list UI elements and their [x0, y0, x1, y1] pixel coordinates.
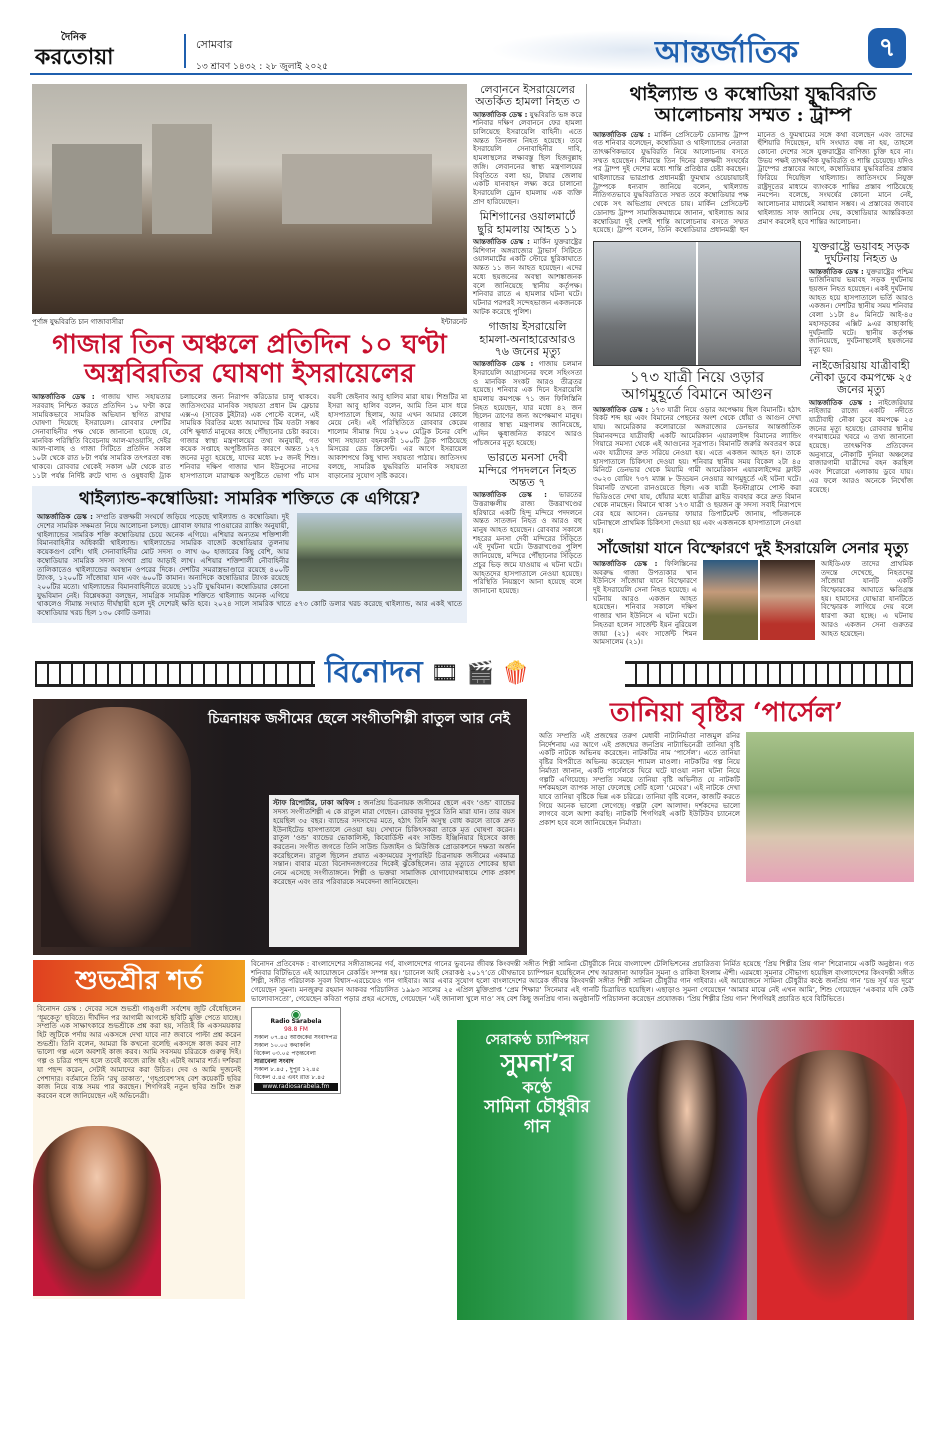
headline-line: থাইল্যান্ড ও কম্বোডিয়া যুদ্ধবিরতি: [629, 83, 877, 105]
masthead-date: [196, 36, 328, 74]
dateline: আন্তর্জাতিক ডেস্ক :: [593, 405, 649, 414]
headline-line: গান: [523, 1117, 551, 1138]
binodon-title: বিনোদন: [325, 655, 423, 691]
michigan-story: [473, 211, 582, 316]
tania-feature: [539, 699, 914, 886]
entertainment-row-2: [33, 960, 945, 1320]
dateline: আন্তর্জাতিক ডেস্ক :: [32, 393, 95, 402]
article-text: ১৭৩ যাত্রী নিয়ে ওড়ার অপেক্ষায় ছিল বিমানটি। হঠাৎ বিকট শব্দ হয় এবং বিমানের পেছনের অংশ থেকে ধোঁয়া ও আগুন দেখা যায়। আমেরিকার কলোরাডো অঙ্গরাজ্যের ডেনভার আন্তর্জাতিক বিমানবন্দরে যাত্রীবাহী একটি আমেরিকান এয়ারলাইন্স বিমানের ল্যান্ডিং গিয়ারে সমস্যা থেকে এই আগুনের সূত্রপাত। বিমানটি জরুরি অবতরণ করে এবং যাত্রীদের দ্রুত সরিয়ে নেওয়া হয়। এতে একজন আহত হন। তাকে হাসপাতালে চিকিৎসা দেওয়া হয়। শনিবার স্থানীয় সময় বিকেল ২টা ৪৫ মিনিটে ডেনভার থেকে মিয়ামি গামী আমেরিকান এয়ারলাইন্সের ফ্লাইট ৩০২৩ বোয়িং ৭৩৭ ম্যাক্স ৮ উড্ডয়ন নেওয়ার আগমুহূর্তে এই ঘটনা ঘটে। বিমানটি তখনো রানওয়েতে ছিল। এক যাত্রী ইনস্টাগ্রামে পোস্ট করা ভিডিওতে দেখা যায়, ধোঁয়ার মধ্যে যাত্রীরা স্লাইড ব্যবহার করে দ্রুত বিমান থেকে নামছেন। বিমানে থাকা ১৭৩ যাত্রী ও ছয়জন ক্রু সদস্য সবাই নিরাপদে বের হয়ে আসেন। ডেনভার ফায়ার ডিপার্টমেন্ট জানায়, পাঁচজনকে ঘটনাস্থলে প্রাথমিক চিকিৎসা দেওয়া হয় এবং একজনকে হাসপাতালে নেওয়া হয়।: [593, 405, 801, 536]
headline-line: অস্ত্রবিরতির ঘোষণা ইসরায়েলের: [84, 359, 415, 390]
shuvoshree-article: [37, 1005, 241, 1101]
headline-line: গাজার তিন অঞ্চলে প্রতিদিন ১০ ঘণ্টা: [52, 330, 447, 360]
india-story: [473, 452, 582, 595]
ratul-article: [269, 795, 519, 947]
top-section: [32, 84, 945, 647]
news-times: সকাল ৮.৪৫ , দুপুর ১২.৪৫: [254, 1066, 320, 1074]
photo-caption: পূর্ণাঙ্গ যুদ্ধবিরতি চান গাজাবাসীরা: [32, 318, 124, 326]
article-text: যুদ্ধবিরতি ভঙ্গ করে শনিবার দক্ষিণ লেবাননে ফের হামলা চালিয়েছে ইসরায়েলি বাহিনী। এতে অন্তত তিনজন নিহত হয়েছে। তবে ইসরায়েলি সেনাবাহিনীর দাবি, হামলাস্থলের লক্ষ্যবস্তু ছিল হিজবুল্লাহ জঙ্গি। লেবাননের স্বাস্থ্য মন্ত্রণালয়ের বিবৃতিতে বলা হয়, টায়ার জেলায় একটি যানবাহন লক্ষ্য করে চালানো ইসরায়েলি ড্রোন হামলায় এক ব্যক্তি প্রাণ হারিয়েছেন।: [473, 110, 582, 206]
india-article: [473, 491, 582, 595]
michigan-headline: মিশিগানের ওয়ালমার্টে ছুরি হামলায় আহত ১১: [477, 210, 578, 236]
article-text: নাইজেরিয়ার নাইজার রাজ্যে একটি নদীতে যাত্রীবাহী নৌকা ডুবে কমপক্ষে ২৫ জনের মৃত্যু হয়েছে। রোববার স্থানীয় গণমাধ্যমের খবরে এ তথ্য জানানো হয়েছে। তাৎক্ষণিক প্রতিবেদন অনুসারে, নৌকাটি দুনিয়া অঞ্চলের বাজারগামী যাত্রীদের বহন করছিল এবং শিরোরো এলাকায় ডুবে যায়। এর ফলে আরও অনেকে নিখোঁজ রয়েছে।: [809, 398, 913, 494]
article-text: গাজায় চলমান ইসরায়েলি আগ্রাসনের ফলে সহিংসতা ও মানবিক সংকট আরও তীব্রতর হয়েছে। শনিবার এক দিনে ইসরায়েলি হামলায় কমপক্ষে ৭১ জন ফিলিস্তিনি নিহত হয়েছেন, যার মধ্যে ৪২ জন ছিলেন ত্রাণের জন্য অপেক্ষমাণ মানুষ। গাজার স্বাস্থ্য মন্ত্রণালয় জানিয়েছে, এদিন ক্ষুধাজনিত কারণে আরও পাঁচজনের মৃত্যু হয়েছে।: [473, 360, 582, 447]
nigeria-headline: নাইজেরিয়ায় যাত্রীবাহী নৌকা ডুবে কমপক্ষে ২৫ জনের মৃত্যু: [809, 358, 913, 397]
trump-article: [593, 131, 913, 235]
dateline: আন্তর্জাতিক ডেস্ক :: [37, 513, 93, 522]
masthead: [0, 0, 945, 76]
thai-military-headline: থাইল্যান্ড-কম্বোডিয়া: সামরিক শক্তিতে কে এগিয়ে?: [78, 489, 421, 510]
dateline: আন্তর্জাতিক ডেস্ক :: [593, 559, 658, 568]
schedule-show: পড়ন্তবেলা: [291, 1050, 316, 1058]
article-text: সম্প্রতি রক্তক্ষয়ী সংঘর্ষে জড়িয়ে পড়েছে থাইল্যান্ড ও কম্বোডিয়া। দুই দেশের সামরিক সক্ষমতা নিয়ে আলোচনা চলছে। গ্লোবাল ফায়ার পাওয়ারের র‍্যাঙ্কিং অনুযায়ী, থাইল্যান্ডের সামরিক শক্তি কম্বোডিয়ার চেয়ে অনেক এগিয়ে। এশিয়ার অন্যতম শক্তিশালী বিমানবাহিনীর অধিকারী থাইল্যান্ড। থাইল্যান্ডের সামরিক বাজেট কম্বোডিয়ার তুলনায় কয়েকগুণ বেশি। থাই সেনাবাহিনীর মোট সদস্য ৩ লাখ ৬০ হাজারের কিছু বেশি, আর কম্বোডিয়ার সামরিক সদস্য সংখ্যা প্রায় আড়াই লাখ। এশিয়ার শক্তিশালী নৌবাহিনীর তালিকাতেও থাইল্যান্ডের অবস্থান ওপরের দিকে। দেশটির সমরাস্ত্রভাণ্ডারে রয়েছে ৪০০টি ট্যাংক, ১২০০টি সাঁজোয়া যান এবং ৬০০টি কামান। অন্যদিকে কম্বোডিয়ার ট্যাংক রয়েছে ২০০টির মতো। থাইল্যান্ডের বিমানবাহিনীতে রয়েছে ১১২টি যুদ্ধবিমান। কম্বোডিয়ার কোনো যুদ্ধবিমান নেই। বিশ্লেষকরা বলছেন, সামগ্রিক সামরিক শক্তিতে থাইল্যান্ড অনেক এগিয়ে থাকলেও সীমান্ত সংঘাত দীর্ঘস্থায়ী হলে দুই দেশেরই ক্ষতি হবে। ২০২৪ সালে সামরিক খাতে ৫৭৩ কোটি ডলার খরচ করেছে থাইল্যান্ড, আর একই খাতে কম্বোডিয়ার খরচ ছিল ১৩০ কোটি ডলার।: [37, 513, 462, 618]
ratul-feature: [33, 699, 527, 955]
article-text: অতি সম্প্রতি এই প্রজন্মের তরুণ মেধাবী নাট্যনির্মাতা নাজমুল রনির নির্দেশনায় এর আগে এই প্রজন্মের জনপ্রিয় নাট্যাভিনেত্রী তানিয়া বৃষ্টি একটি নাটকে অভিনয় করেছেন। নাটকটির নাম ‘পার্সেল’। এতে তানিয়া বৃষ্টির বিপরীতে অভিনয় করেছেন শ্যামল মাওলা। নাটকটির গল্প নিয়ে নির্মাতা জানান, একটি পার্সেলকে ঘিরে ঘটে যাওয়া নানা ঘটনা নিয়ে গল্পটি এগিয়েছে। সম্প্রতি সময়ে তানিয়া বৃষ্টি অভিনীত যে নাটকটি দর্শকমহলে ব্যাপক সাড়া ফেলেছে সেটি হলো ‘মেঘের’। এই নাটকে দেখা যাবে তানিয়া বৃষ্টিকে ভিন্ন এক চরিত্রে। তানিয়া বৃষ্টি বলেন, কাজটি করতে গিয়ে অনেক ভালো লেগেছে। গল্পটা বেশ আলাদা। দর্শকদের ভালো লাগবে বলে আশা করছি। নাটকটি শিগগিরই একটি ইউটিউব চ্যানেলে প্রকাশ হবে বলে জানিয়েছেন নির্মাতা।: [539, 732, 740, 828]
radio-logo-icon: ◉: [290, 1007, 302, 1022]
dateline: আন্তর্জাতিক ডেস্ক :: [473, 360, 534, 369]
nigeria-article: [809, 399, 913, 495]
dateline: আন্তর্জাতিক ডেস্ক :: [593, 130, 651, 139]
masthead-logo: [35, 30, 114, 69]
schedule-show: কথাকলি: [289, 1042, 310, 1050]
soldier-photo-1: [703, 560, 758, 640]
schedule-time: সকাল ০৭.৪৫: [254, 1034, 288, 1042]
thai-military-box: [32, 486, 467, 622]
schedule-show: আজকের সংবাদপত্র: [289, 1034, 338, 1042]
photo-credit: ইন্টারনেট: [441, 318, 467, 326]
sumona-samina-photo: [457, 1020, 914, 1320]
headline-line: সুমনা’র: [500, 1048, 574, 1077]
entertainment-row-1: [33, 699, 945, 955]
india-headline: ভারতে মনসা দেবী মন্দিরে পদদলনে নিহত অন্তত ৭: [478, 451, 577, 489]
plane-fire-photo: [593, 241, 801, 366]
article-text: জনপ্রিয় চিত্রনায়ক জসীমের ছেলে এবং ‘ওন্ড’ ব্যান্ডের সদস্য সংগীতশিল্পী এ কে রাতুল মারা গেছেন। রোববার দুপুরে তিনি মারা যান। তার বয়স হয়েছিল ৩৫ বছর। ব্যান্ডের সদস্যদের মতে, হঠাৎ তিনি অসুস্থ বোধ করলে তাকে দ্রুত ইউনাইটেড হাসপাতালে নেওয়া হয়। সেখানে চিকিৎসকরা তাকে মৃত ঘোষণা করেন। রাতুল ‘ওন্ড’ ব্যান্ডের ভোকালিস্ট, কিবোর্ডিস্ট এবং সাউন্ড ইঞ্জিনিয়ার হিসেবে কাজ করতেন। সংগীত জগতে তিনি সাউন্ড ডিজাইন ও মিউজিক প্রোডাকশনে দক্ষতা অর্জন করেছিলেন। রাতুল ছিলেন প্রয়াত একসময়ের সুপারহিট চিত্রনায়ক জসীমের একমাত্র সন্তান। বাবার মতো বিনোদনজগতের দিকেই ঝুঁকেছিলেন। তার মৃত্যুতে শোকের ছায়া নেমে এসেছে সংগীতাঙ্গনে। শিল্পী ও ভক্তরা সামাজিক যোগাযোগমাধ্যমে শোক প্রকাশ করেছেন এবং তার পরিবারকে সমবেদনা জানিয়েছেন।: [273, 799, 515, 886]
clapperboard-icon: 🎬: [466, 661, 494, 687]
radio-sarabela-ad: [251, 1007, 341, 1094]
left-column: [32, 84, 467, 623]
banner-title-area: [315, 653, 625, 695]
day-label: সোমবার: [196, 38, 233, 51]
sumona-article: [251, 960, 914, 1004]
radio-url-link[interactable]: www.radiosarabela.fm: [254, 1083, 338, 1091]
middle-column: [473, 84, 587, 601]
headline-line: কণ্ঠে: [522, 1077, 552, 1097]
tania-headline: তানিয়া বৃষ্টির ‘পার্সেল’: [609, 697, 844, 728]
section-title: আন্তর্জাতিক: [655, 35, 799, 70]
sumona-feature: [251, 960, 914, 1320]
lebanon-article: [473, 111, 582, 207]
lebanon-story: [473, 84, 582, 206]
binodon-banner: [35, 653, 913, 695]
headline-line: সামিনা চৌধুরীর: [484, 1096, 590, 1117]
plane-article: [593, 406, 801, 537]
date-label: ১৩ শ্রাবণ ১৪৩২ : ২৮ জুলাই ২০২৫: [196, 62, 329, 72]
us-road-headline: যুক্তরাষ্ট্রে ভয়াবহ সড়ক দুর্ঘটনায় নিহত ৬: [812, 239, 910, 266]
headline-line: সেরাকণ্ঠ চ্যাম্পিয়ন: [485, 1031, 589, 1048]
gaza-hunger-headline: গাজায় ইসরায়েলি হামলা-অনাহারেআরও ৭৬ জনের মৃত্যু: [479, 320, 576, 358]
right-area: [593, 84, 913, 647]
soldiers-story: [593, 560, 913, 647]
lebanon-headline: লেবাননে ইসরায়েলের অতর্কিত হামলা নিহত ৩: [475, 83, 580, 109]
headline-line: আগমুহূর্তে বিমানে আগুন: [621, 384, 773, 403]
dateline: আন্তর্জাতিক ডেস্ক :: [473, 110, 528, 119]
article-text: বিনোদন ডেস্ক : দেবের সঙ্গে শুভশ্রী গাঙ্গুলী সর্বশেষ জুটি বেঁধেছিলেন ‘ধূমকেতু’ ছবিতে। দীর্ঘদিন পর আগামী আগস্টে ছবিটি মুক্তি পেতে যাচ্ছে। সম্প্রতি এক সাক্ষাৎকারে শুভশ্রীকে প্রশ্ন করা হয়, সত্যিই কি একসময়কার হিট জুটিকে পর্দায় আর একসঙ্গে দেখা যাবে না? জবাবে পাল্টা প্রশ্ন করেন শুভশ্রী। তিনি বলেন, আমরা কি কখনো বলেছি একসঙ্গে কাজ করব না? ভালো গল্প এলে অবশ্যই কাজ করব। আমি সবসময় চরিত্রকে গুরুত্ব দিই। গল্প ও চরিত্র পছন্দ হলে তবেই কাজে রাজি হই। এটাই আমার শর্ত। দর্শকরা যা পছন্দ করেন, সেটাই আমাদের করা উচিত। দেব ও আমি দুজনেই পেশাদার। বর্তমানে তিনি ‘রঘু ডাকাত’, ‘গৃহপ্রবেশ’সহ বেশ কয়েকটি ছবির কাজ নিয়ে ব্যস্ত সময় পার করছেন। শিগগিরই নতুন ছবির শুটিং শুরু করবেন বলে জানিয়েছেন এই অভিনেত্রী।: [37, 1004, 241, 1100]
shuvoshree-photo: [33, 1126, 161, 1296]
radio-schedule: [254, 1034, 338, 1058]
right-column: [809, 241, 913, 499]
plane-headline: [593, 369, 801, 403]
soldiers-article-right: [821, 560, 913, 638]
soldiers-article: [593, 560, 697, 647]
ratul-photo: [41, 707, 191, 947]
article-text: মার্কিন প্রেসিডেন্ট ডোনাল্ড ট্রাম্প গত শনিবার বলেছেন, কম্বোডিয়া ও থাইল্যান্ডের নেতারা তাৎক্ষণিকভাবে যুদ্ধবিরতি নিয়ে আলোচনায় বসতে সম্মত হয়েছেন। সীমান্তে তিন দিনের রক্তক্ষয়ী সংঘর্ষের পর ট্রাম্প দুই দেশের মধ্যে শান্তি প্রতিষ্ঠার চেষ্টা করছেন। থাইল্যান্ডের ভারপ্রাপ্ত প্রধানমন্ত্রী ফুমথাম ওয়েচায়াচাই ট্রাম্পকে ধন্যবাদ জানিয়ে বলেন, থাইল্যান্ড নীতিগতভাবে যুদ্ধবিরতিতে সম্মত তবে কম্বোডিয়ার পক্ষ থেকে সৎ অভিপ্রায় দেখতে চায়। মার্কিন প্রেসিডেন্ট ডোনাল্ড ট্রাম্প সামাজিকমাধ্যমে জানান, থাইল্যান্ড আর কম্বোডিয়া দুই দেশই শান্তি আলোচনায় বসতে সম্মত হয়েছে। ট্রাম্প বলেন, তিনি কম্বোডিয়ার প্রধানমন্ত্রী হুন মানেত ও ফুমথামের সঙ্গে কথা বলেছেন এবং তাদের হুঁশিয়ারি দিয়েছেন, যদি সংঘাত বন্ধ না হয়, তাহলে কোনো দেশের সঙ্গে যুক্তরাষ্ট্রের বাণিজ্য চুক্তি হবে না। উভয় পক্ষই তাৎক্ষণিক যুদ্ধবিরতি ও শান্তি চেয়েছে। যদিও ট্রাম্পের প্রস্তাবের আগে, কম্বোডিয়ার যুদ্ধবিরতির প্রস্তাব ফিরিয়ে দিয়েছিল থাইল্যান্ড। জাতিসংঘে নিযুক্ত রাষ্ট্রদূতের মাধ্যমে ব্যাংককে শান্তির প্রস্তাব পাঠিয়েছে নমপেন। বলেছে, সংঘর্ষের কোনো মানে নেই, আলোচনার মাধ্যমেই সমাধান সম্ভব। এ প্রস্তাবের জবাবে থাইল্যান্ড সাফ জানিয়ে দেয়, কম্বোডিয়ার আন্তরিকতা প্রমাণ করলেই হবে শান্তির আলোচনা।: [593, 130, 913, 235]
plane-story: [593, 241, 801, 536]
us-road-story: [809, 241, 913, 355]
byline: স্টাফ রিপোর্টার, ঢাকা অফিস :: [273, 799, 361, 808]
radio-name: Radio Sarabela: [270, 1018, 322, 1026]
ratul-headline: চিত্রনায়ক জসীমের ছেলে সংগীতশিল্পী রাতুল আর নেই: [208, 710, 510, 727]
nigeria-story: [809, 360, 913, 495]
soldiers-headline: সাঁজোয়া যানে বিস্ফোরণে দুই ইসরায়েলি সেনার মৃত্যু: [597, 539, 909, 558]
gaza-crowd-photo: [32, 84, 467, 314]
article-text: যুক্তরাষ্ট্রের পশ্চিম ভার্জিনিয়ায় ভয়াবহ সড়ক দুর্ঘটনায় ছয়জন নিহত হয়েছেন। একই দুর্ঘটনায় আহত হয়ে হাসপাতালে ভর্তি আরও একজন। দেশটির স্থানীয় সময় শনিবার বেলা ১১টা ৪০ মিনিটে আই-৪৫ মহাসড়কের এক্সিট ৯এর কাছাকাছি দুর্ঘটনাটি ঘটে। স্থানীয় কর্তৃপক্ষ জানিয়েছে, দুর্ঘটনাস্থলেই ছয়জনের মৃত্যু হয়।: [809, 267, 913, 354]
gaza-hunger-article: [473, 360, 582, 447]
tania-photo: [746, 732, 914, 882]
article-text: ফিলিস্তিনের অবরুদ্ধ গাজা উপত্যকার খান ইউনিসে সাঁজোয়া যানে বিস্ফোরণে দুই ইসরায়েলি সেনা নিহত হয়েছে। এ ঘটনায় আরও একজন আহত হয়েছেন। শনিবার সকালে দক্ষিণ গাজার খান ইউনিসে এ ঘটনা ঘটে। নিহতরা হলেন সার্জেন্ট ইয়ন নুরিয়েল জায়া (২১) এবং সার্জেন্ট শিমন আমসালেম (২১)।: [593, 559, 697, 647]
news-title: সারাবেলা সংবাদ: [254, 1058, 294, 1066]
dateline: আন্তর্জাতিক ডেস্ক :: [809, 267, 864, 276]
photo-caption-row: [32, 316, 467, 328]
shuvoshree-headline: শুভশ্রীর শর্ত: [33, 960, 245, 1002]
article-text: ভারতের উত্তরাঞ্চলীয় রাজ্য উত্তরাখণ্ডের হরিদ্বারে একটি হিন্দু মন্দিরে পদদলনে অন্তত সাতজন নিহত ও আরও বহু মানুষ আহত হয়েছেন। রোববার সকালে শহরের মনসা দেবী মন্দিরের সিঁড়িতে এই দুর্ঘটনা ঘটে। উত্তরাখণ্ডের পুলিশ জানিয়েছে, মন্দিরে পৌঁছানোর সিঁড়িতে প্রচুর ভিড় জমে যাওয়ায় এ ঘটনা ঘটে। আহতদের হাসপাতালে নেওয়া হয়েছে। পরিস্থিতি নিয়ন্ত্রণে আনা হয়েছে বলে জানানো হয়েছে।: [473, 491, 582, 595]
us-road-article: [809, 268, 913, 355]
headline-line: আলোচনায় সম্মত : ট্রাম্প: [654, 104, 852, 127]
article-text: মার্কিন যুক্তরাষ্ট্রের মিশিগান অঙ্গরাজ্যের ট্রাভার্স সিটিতে ওয়ালমার্টের একটি স্টোরে ছুরিকাঘাতে অন্তত ১১ জন আহত হয়েছেন। এদের মধ্যে ছয়জনের অবস্থা আশঙ্কাজনক বলে জানিয়েছে স্থানীয় কর্তৃপক্ষ। শনিবার রাতে এ হামলার ঘটনা ঘটে। ঘটনার পরপরই সন্দেহভাজন একজনকে আটক করেছে পুলিশ।: [473, 237, 582, 316]
logo-text: করতোয়া: [35, 45, 114, 70]
rocket-launchers-photo: [297, 513, 462, 591]
soldier-photo-2: [760, 560, 815, 640]
masthead-rule: [30, 73, 912, 75]
gaza-article: [32, 393, 467, 480]
sumona-headline: [457, 1032, 617, 1138]
film-reel-icon: 🎞: [430, 661, 459, 687]
michigan-article: [473, 238, 582, 316]
gaza-headline: [32, 331, 467, 389]
dateline: আন্তর্জাতিক ডেস্ক :: [809, 398, 872, 407]
logo-small: দৈনিক: [61, 32, 87, 43]
schedule-time: বিকেল ০৩.০৫: [254, 1050, 290, 1058]
plane-and-right-column: [593, 241, 913, 536]
dateline: আন্তর্জাতিক ডেস্ক :: [473, 491, 547, 500]
gaza-hunger-story: [473, 321, 582, 447]
shuvoshree-feature: [33, 960, 245, 1299]
article-text: গাজায় খাদ্য সহায়তার সরবরাহ নিশ্চিত করতে প্রতিদিন ১০ ঘণ্টা করে সাময়িকভাবে সামরিক অভিযান স্থগিত রাখার ঘোষণা দিয়েছে ইসরায়েল। রোববার দেশটির সেনাবাহিনীর পক্ষ থেকে জানানো হয়েছে যে, মানবিক পরিস্থিতি বিবেচনায় আল-মাওয়াসি, দেইর আল-বালাহ ও গাজা সিটিতে প্রতিদিন সকাল ১০টা থেকে রাত ৮টা পর্যন্ত সামরিক তৎপরতা বন্ধ থাকবে। রোববার থেকেই সকাল ৬টা থেকে রাত ১১টা পর্যন্ত নির্দিষ্ট রুটে খাদ্য ও ওষুধবাহী ট্রাক চলাচলের জন্য নিরাপদ করিডোর চালু থাকবে। জাতিসংঘের মানবিক সহায়তা প্রধান টম ফ্লেচার এক্স-এ (সাবেক টুইটার) এক পোস্টে বলেন, এই সাময়িক বিরতির মধ্যে আমাদের টিম যতটা সম্ভব বেশি ক্ষুধার্ত মানুষের কাছে পৌঁছানোর চেষ্টা করবে। গাজার স্বাস্থ্য মন্ত্রণালয়ের তথ্য অনুযায়ী, গত কয়েক সপ্তাহে অপুষ্টিজনিত কারণে অন্তত ১২৭ জনের মৃত্যু হয়েছে, যাদের মধ্যে ৮৫ জনই শিশু। শনিবার দক্ষিণ গাজার খান ইউনুসের নাসের হাসপাতালে মারাত্মক অপুষ্টিতে ভোগা পাঁচ মাস বয়সী জেইনাব আবু হালিব মারা যায়। শিশুটির মা ইসরা আবু হালিব বলেন, আমি তিন মাস ধরে হাসপাতালে ছিলাম, আর এখন আমার কোলে মেয়ে নেই। এই পরিস্থিতিতে রোববার কেরেম শালোম সীমান্ত দিয়ে ১২০০ মেট্রিক টনের বেশি খাদ্য সহায়তা বহনকারী ১০০টি ট্রাক পাঠিয়েছে মিসরের রেড ক্রিসেন্ট। এর আগে ইসরায়েল আকাশপথে কিছু খাদ্য সহায়তা পাঠায়। জাতিসংঘ বলছে, সামরিক যুদ্ধবিরতি মানবিক সহায়তা বাড়ানোর সুযোগ সৃষ্টি করবে।: [32, 393, 467, 480]
radio-freq: 98.8 FM: [284, 1026, 308, 1034]
trump-headline: [593, 84, 913, 127]
news-times: বিকেল ৫.৪৫ এবং রাত ৮.৪৫: [254, 1074, 325, 1082]
popcorn-icon: 🍿: [501, 661, 530, 687]
masthead-divider: [184, 34, 186, 68]
headline-line: ১৭৩ যাত্রী নিয়ে ওড়ার: [629, 367, 765, 386]
article-text: বিনোদন প্রতিবেদক : বাংলাদেশের সঙ্গীতাঙ্গনের গর্ব, বাংলাদেশের গানের ভুবনের জীবন্ত কিংবদন্তী সঙ্গীত শিল্পী সামিনা চৌধুরীকে নিয়ে বাংলাদেশ টেলিভিশনের প্রচারিতব্য নির্মিত হয়েছে ‘প্রিয় শিল্পীর প্রিয় গান’ শিরোনামে একটি অনুষ্ঠান। গত শনিবার বিটিভিতে এই আয়োজনে রেকর্ডিং সম্পন্ন হয়। ‘চ্যানেল আই সেরাকণ্ঠ ২০১৭’তে যৌথভাবে চ্যাম্পিয়ন হয়েছিলেন শেখ আরজানা আফরিন সুমনা ও রাকিবা ইসলাম ঐশী। এরমধ্যে সুমনার সৌভাগ্য হয়েছিল বাংলাদেশের কিংবদন্তী সঙ্গীত শিল্পী, সঙ্গীত পরিচালক সুবল বিশ্বাস-এরচেয়েও গান গাইবার। আর এবার সুযোগ হলো বাংলাদেশের আরেক জীবন্ত কিংবদন্তী সঙ্গীত শিল্পী সামিনা চৌধুরীর গান গাইবার। এই আয়োজনে সামিনা চৌধুরীর কণ্ঠে জনপ্রিয় গান ‘চন্দ্র সূর্য যত দূরে’ গেয়েছেন সুমনা। মনজুরুর রহমান আকবর পরিচালিত ১৯৯৩ সালের ২৫ এপ্রিল মুক্তিপ্রাপ্ত ‘প্রেম শিক্ষার’ সিনেমার এই গানটি চিত্রায়িত হয়েছিল। এছাড়াও সুমনা গেয়েছেন ‘আমার মাঝে নেই এখন আমি’, শিশু গেয়েছেন ‘একবার যদি কেউ ভালোবাসতো’, গেয়েছেন কবিতা পড়ার প্রহর এসেছে, গেয়েছেন ‘এই জানালা খুলে দাও’ সহ বেশ কিছু জনপ্রিয় গান। অনুষ্ঠানটি পরিচালনা করেছেন প্রযোজক। ‘প্রিয় শিল্পীর প্রিয় গান’ শিগগিরই প্রচারিত হবে বিটিভিতে।: [251, 959, 914, 1003]
dateline: আন্তর্জাতিক ডেস্ক :: [473, 237, 530, 246]
page-number: ৭: [868, 28, 906, 68]
schedule-time: সকাল ১০.০৫: [254, 1042, 288, 1050]
article-text: আইডিএফ তাদের প্রাথমিক তদন্তে দেখেছে, নিহতদের সাঁজোয়া যানটি একটি বিস্ফোরকের আঘাতে ক্ষতিগ্রস্ত হয়। হামাসের যোদ্ধারা যানটিতে বিস্ফোরক লাগিয়ে দেয় বলে ধারণা করা হচ্ছে। এ ঘটনায় আরও একজন সেনা গুরুতর আহত হয়েছেন।: [821, 559, 913, 638]
